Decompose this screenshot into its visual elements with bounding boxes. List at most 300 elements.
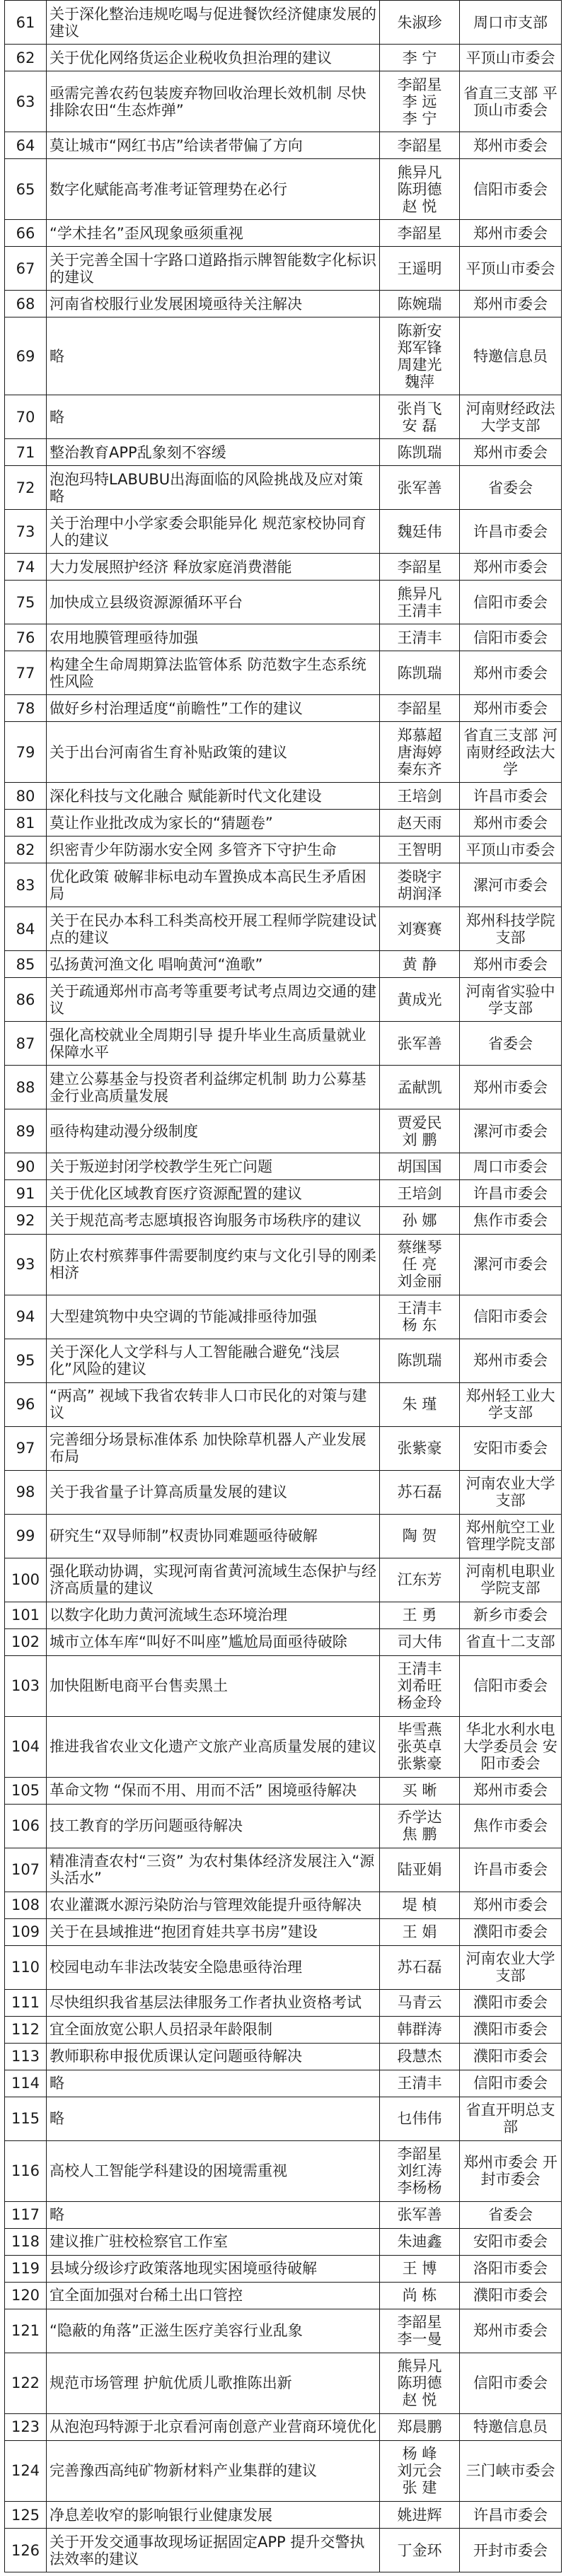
author-names — [380, 2529, 460, 2572]
table-row — [5, 1777, 562, 1804]
table-row — [5, 2097, 562, 2140]
table-row — [5, 1022, 562, 1066]
author-name: 陈玥德 — [397, 2374, 442, 2392]
row-number: 106 — [5, 1804, 47, 1848]
table-row — [5, 1655, 562, 1716]
row-number: 119 — [5, 2255, 47, 2282]
author-name: 赵 悦 — [402, 197, 437, 215]
submitting-unit: 省委会 — [460, 2201, 562, 2228]
row-number: 64 — [5, 132, 47, 159]
author-name: 李杨杨 — [397, 2179, 442, 2197]
author-name: 王清丰 — [397, 602, 442, 619]
proposal-title: 泡泡玛特LABUBU出海面临的风险挑战及应对策略 — [47, 466, 380, 510]
author-name: 李 宁 — [402, 49, 437, 66]
submitting-unit: 郑州市委会 — [460, 1339, 562, 1382]
author-name: 陶 贺 — [402, 1527, 437, 1545]
row-number: 83 — [5, 863, 47, 907]
proposal-title: 规范市场管理 护航优质儿歌推陈出新 — [47, 2353, 380, 2413]
row-number: 68 — [5, 291, 47, 317]
author-name: 黄 静 — [402, 955, 437, 973]
author-name: 王培剑 — [397, 787, 442, 805]
proposal-title: 关于疏通郑州市高考等重要考试考点周边交通的建议 — [47, 978, 380, 1022]
author-names — [380, 2282, 460, 2309]
submitting-unit: 濮阳市委会 — [460, 2016, 562, 2043]
proposal-title: 精准清查农村“三资” 为农村集体经济发展注入“源头活水” — [47, 1848, 380, 1892]
row-number: 91 — [5, 1180, 47, 1207]
proposal-title: 净息差收窄的影响银行业健康发展 — [47, 2502, 380, 2529]
table-row — [5, 71, 562, 132]
author-name: 朱 瑾 — [402, 1396, 437, 1414]
author-names — [380, 1918, 460, 1945]
submitting-unit: 省直三支部 河南财经政法大学 — [460, 722, 562, 783]
row-number: 80 — [5, 783, 47, 810]
submitting-unit: 新乡市委会 — [460, 1602, 562, 1628]
author-name: 魏萍 — [405, 373, 434, 390]
table-row — [5, 1382, 562, 1426]
author-names — [380, 1022, 460, 1066]
row-number: 110 — [5, 1945, 47, 1989]
proposal-title: 关于完善全国十字路口道路指示牌智能数字化标识的建议 — [47, 247, 380, 291]
proposal-title: 关于开发交通事故现场证据固定APP 提升交警执法效率的建议 — [47, 2529, 380, 2572]
row-number: 103 — [5, 1655, 47, 1716]
table-row — [5, 1514, 562, 1558]
submitting-unit: 郑州市委会 — [460, 554, 562, 581]
proposal-title: 强化高校就业全周期引导 提升毕业生高质量就业保障水平 — [47, 1022, 380, 1066]
row-number: 112 — [5, 2016, 47, 2043]
table-row — [5, 1234, 562, 1295]
table-row — [5, 45, 562, 71]
proposal-title: 关于优化区域教育医疗资源配置的建议 — [47, 1180, 380, 1207]
submitting-unit: 漯河市委会 — [460, 1234, 562, 1295]
submitting-unit: 省直三支部 平顶山市委会 — [460, 71, 562, 132]
row-number: 89 — [5, 1109, 47, 1153]
author-name: 熊异凡 — [397, 163, 442, 181]
author-names — [380, 1628, 460, 1655]
table-row — [5, 722, 562, 783]
author-name: 丁金环 — [397, 2541, 442, 2559]
submitting-unit: 漯河市委会 — [460, 1109, 562, 1153]
table-row — [5, 1804, 562, 1848]
author-name: 刘赛赛 — [397, 920, 442, 938]
author-name: 王 娟 — [402, 1923, 437, 1941]
author-name: 孙 娜 — [402, 1211, 437, 1229]
author-names — [380, 783, 460, 810]
author-name: 王 勇 — [402, 1607, 437, 1624]
author-name: 王清丰 — [397, 629, 442, 646]
author-names — [380, 907, 460, 951]
author-name: 刘元会 — [397, 2462, 442, 2480]
table-row — [5, 2282, 562, 2309]
submitting-unit: 郑州市委会 — [460, 132, 562, 159]
row-number: 95 — [5, 1339, 47, 1382]
author-names — [380, 1777, 460, 1804]
proposal-title: 亟待构建动漫分级制度 — [47, 1109, 380, 1153]
author-name: 任 亮 — [402, 1256, 437, 1273]
row-number: 126 — [5, 2529, 47, 2572]
submitting-unit: 郑州市委会 开封市委会 — [460, 2140, 562, 2201]
author-names — [380, 220, 460, 247]
table-row — [5, 1180, 562, 1207]
table-row — [5, 2043, 562, 2070]
author-name: 胡国国 — [397, 1158, 442, 1175]
row-number: 97 — [5, 1426, 47, 1470]
author-name: 张英卓 — [397, 1738, 442, 1756]
author-name: 李韶星 — [397, 136, 442, 154]
author-name: 熊异凡 — [397, 2358, 442, 2375]
table-row — [5, 2255, 562, 2282]
row-number: 94 — [5, 1295, 47, 1339]
row-number: 124 — [5, 2440, 47, 2501]
author-names — [380, 1892, 460, 1918]
row-number: 84 — [5, 907, 47, 951]
row-number: 102 — [5, 1628, 47, 1655]
author-names — [380, 554, 460, 581]
author-name: 赵 悦 — [402, 2391, 437, 2409]
author-names — [380, 978, 460, 1022]
row-number: 74 — [5, 554, 47, 581]
proposal-title: 关于出台河南省生育补贴政策的建议 — [47, 722, 380, 783]
author-name: 王智明 — [397, 841, 442, 858]
table-row — [5, 1945, 562, 1989]
author-name: 陆亚娟 — [397, 1861, 442, 1879]
proposal-title: 尽快组织我省基层法律服务工作者执业资格考试 — [47, 1989, 380, 2016]
row-number: 118 — [5, 2228, 47, 2255]
row-number: 73 — [5, 510, 47, 554]
row-number: 117 — [5, 2201, 47, 2228]
table-row — [5, 2529, 562, 2572]
table-row — [5, 1, 562, 45]
author-name: 王培剑 — [397, 1184, 442, 1202]
submitting-unit: 许昌市委会 — [460, 1848, 562, 1892]
author-name: 王清丰 — [397, 1660, 442, 1678]
author-names — [380, 2502, 460, 2529]
submitting-unit: 濮阳市委会 — [460, 1918, 562, 1945]
table-row — [5, 783, 562, 810]
row-number: 92 — [5, 1207, 47, 1234]
author-name: 张紫豪 — [397, 1440, 442, 1457]
author-names — [380, 1558, 460, 1602]
proposal-title: “学术挂名”歪风现象亟须重视 — [47, 220, 380, 247]
table-row — [5, 624, 562, 651]
author-name: 司大伟 — [397, 1633, 442, 1651]
row-number: 120 — [5, 2282, 47, 2309]
author-name: 蔡继琴 — [397, 1239, 442, 1256]
table-row — [5, 863, 562, 907]
author-names — [380, 291, 460, 317]
author-name: 魏廷伟 — [397, 523, 442, 540]
proposal-title: 加快阻断电商平台售卖黑土 — [47, 1655, 380, 1716]
author-names — [380, 2016, 460, 2043]
row-number: 107 — [5, 1848, 47, 1892]
proposal-title: “隐蔽的角落”正滋生医疗美容行业乱象 — [47, 2309, 380, 2353]
submitting-unit: 信阳市委会 — [460, 1295, 562, 1339]
author-name: 唐海婷 — [397, 743, 442, 761]
author-names — [380, 2255, 460, 2282]
table-row — [5, 810, 562, 837]
row-number: 69 — [5, 317, 47, 395]
author-names — [380, 1945, 460, 1989]
row-number: 75 — [5, 581, 47, 624]
author-names — [380, 1295, 460, 1339]
submitting-unit: 郑州市委会 — [460, 1066, 562, 1109]
author-names — [380, 1109, 460, 1153]
table-row — [5, 1339, 562, 1382]
author-name: 娄晓宇 — [397, 868, 442, 885]
proposal-title: 构建全生命周期算法监管体系 防范数字生态系统性风险 — [47, 651, 380, 695]
table-row — [5, 2440, 562, 2501]
row-number: 93 — [5, 1234, 47, 1295]
author-name: 王遥明 — [397, 260, 442, 277]
table-row — [5, 1628, 562, 1655]
author-name: 张军善 — [397, 2206, 442, 2224]
author-name: 李 远 — [402, 93, 437, 110]
row-number: 87 — [5, 1022, 47, 1066]
row-number: 61 — [5, 1, 47, 45]
author-name: 张军善 — [397, 479, 442, 496]
author-names — [380, 317, 460, 395]
author-name: 张紫豪 — [397, 1755, 442, 1773]
submitting-unit: 郑州航空工业管理学院支部 — [460, 1514, 562, 1558]
table-row — [5, 1558, 562, 1602]
submitting-unit: 信阳市委会 — [460, 581, 562, 624]
author-name: 江东芳 — [397, 1571, 442, 1589]
table-row — [5, 907, 562, 951]
author-names — [380, 951, 460, 978]
table-row — [5, 978, 562, 1022]
proposal-title: 农用地膜管理亟待加强 — [47, 624, 380, 651]
submitting-unit: 省直开明总支部 — [460, 2097, 562, 2140]
author-names — [380, 159, 460, 220]
row-number: 101 — [5, 1602, 47, 1628]
table-row — [5, 2016, 562, 2043]
submitting-unit: 郑州科技学院支部 — [460, 907, 562, 951]
row-number: 62 — [5, 45, 47, 71]
author-name: 郑晨鹏 — [397, 2418, 442, 2436]
submitting-unit: 濮阳市委会 — [460, 2043, 562, 2070]
table-row — [5, 1470, 562, 1514]
author-names — [380, 1426, 460, 1470]
author-names — [380, 1989, 460, 2016]
proposal-title: 关于治理中小学家委会职能异化 规范家校协同育人的建议 — [47, 510, 380, 554]
author-name: 孟献凯 — [397, 1078, 442, 1096]
proposal-title: 完善豫西高纯矿物新材料产业集群的建议 — [47, 2440, 380, 2501]
submitting-unit: 河南农业大学支部 — [460, 1945, 562, 1989]
table-row — [5, 1153, 562, 1180]
author-names — [380, 2353, 460, 2413]
table-row — [5, 1426, 562, 1470]
table-row — [5, 581, 562, 624]
submitting-unit: 郑州市委会 — [460, 651, 562, 695]
author-name: 刘金丽 — [397, 1273, 442, 1290]
row-number: 86 — [5, 978, 47, 1022]
author-names — [380, 722, 460, 783]
row-number: 113 — [5, 2043, 47, 2070]
table-row — [5, 1716, 562, 1777]
table-row — [5, 2502, 562, 2529]
row-number: 66 — [5, 220, 47, 247]
submitting-unit: 安阳市委会 — [460, 2228, 562, 2255]
proposal-title: 关于深化人文学科与人工智能融合避免“浅层化”风险的建议 — [47, 1339, 380, 1382]
author-name: 李韶星 — [397, 558, 442, 576]
row-number: 123 — [5, 2413, 47, 2440]
proposal-title: 略 — [47, 317, 380, 395]
row-number: 122 — [5, 2353, 47, 2413]
author-name: 郑慕超 — [397, 726, 442, 744]
table-row — [5, 951, 562, 978]
author-names — [380, 395, 460, 439]
author-names — [380, 837, 460, 863]
row-number: 108 — [5, 1892, 47, 1918]
proposal-title: 关于优化网络货运企业税收负担治理的建议 — [47, 45, 380, 71]
submitting-unit: 省委会 — [460, 1022, 562, 1066]
author-names — [380, 1716, 460, 1777]
row-number: 85 — [5, 951, 47, 978]
author-names — [380, 1382, 460, 1426]
submitting-unit: 特邀信息员 — [460, 2413, 562, 2440]
submitting-unit: 平顶山市委会 — [460, 45, 562, 71]
proposal-title: 做好乡村治理适度“前瞻性”工作的建议 — [47, 695, 380, 722]
row-number: 114 — [5, 2070, 47, 2097]
row-number: 88 — [5, 1066, 47, 1109]
table-row — [5, 2070, 562, 2097]
proposal-title: 优化政策 破解非标电动车置换成本高民生矛盾困局 — [47, 863, 380, 907]
submitting-unit: 濮阳市委会 — [460, 1989, 562, 2016]
author-name: 张军善 — [397, 1035, 442, 1052]
table-row — [5, 439, 562, 466]
row-number: 99 — [5, 1514, 47, 1558]
submitting-unit: 河南省实验中学支部 — [460, 978, 562, 1022]
table-row — [5, 2353, 562, 2413]
row-number: 98 — [5, 1470, 47, 1514]
author-names — [380, 71, 460, 132]
author-name: 陈凯瑞 — [397, 443, 442, 461]
author-names — [380, 2201, 460, 2228]
author-name: 堤 楨 — [402, 1896, 437, 1914]
submitting-unit: 焦作市委会 — [460, 1804, 562, 1848]
author-name: 周建光 — [397, 356, 442, 373]
author-name: 秦东齐 — [397, 760, 442, 778]
proposal-title: 关于我省量子计算高质量发展的建议 — [47, 1470, 380, 1514]
author-name: 陈凯瑞 — [397, 1352, 442, 1370]
proposal-title: 关于在民办本科工科类高校开展工程师学院建设试点的建议 — [47, 907, 380, 951]
proposal-title: 建议推广驻校检察官工作室 — [47, 2228, 380, 2255]
submitting-unit: 许昌市委会 — [460, 1180, 562, 1207]
table-row — [5, 466, 562, 510]
proposal-title: 深化科技与文化融合 赋能新时代文化建设 — [47, 783, 380, 810]
proposal-title: 关于叛逆封闭学校教学生死亡问题 — [47, 1153, 380, 1180]
author-name: 王 博 — [402, 2260, 437, 2278]
row-number: 96 — [5, 1382, 47, 1426]
table-row — [5, 1848, 562, 1892]
proposal-title: 整治教育APP乱象刻不容缓 — [47, 439, 380, 466]
proposal-title: 关于规范高考志愿填报咨询服务市场秩序的建议 — [47, 1207, 380, 1234]
table-row — [5, 2309, 562, 2353]
submitting-unit: 郑州市委会 — [460, 220, 562, 247]
proposal-title: 建立公募基金与投资者利益绑定机制 助力公募基金行业高质量发展 — [47, 1066, 380, 1109]
row-number: 76 — [5, 624, 47, 651]
table-row — [5, 1602, 562, 1628]
proposal-title: 莫让作业批改成为家长的“猜题卷” — [47, 810, 380, 837]
submitting-unit: 河南机电职业学院支部 — [460, 1558, 562, 1602]
table-row — [5, 220, 562, 247]
table-row — [5, 1066, 562, 1109]
author-name: 李 宁 — [402, 110, 437, 127]
row-number: 79 — [5, 722, 47, 783]
submitting-unit: 省委会 — [460, 466, 562, 510]
author-name: 郑军锋 — [397, 339, 442, 356]
submitting-unit: 洛阳市委会 — [460, 2255, 562, 2282]
author-name: 张 建 — [402, 2479, 437, 2497]
author-names — [380, 1804, 460, 1848]
proposal-title: 数字化赋能高考准考证管理势在必行 — [47, 159, 380, 220]
submitting-unit: 郑州市委会 — [460, 439, 562, 466]
row-number: 78 — [5, 695, 47, 722]
submitting-unit: 郑州市委会 — [460, 291, 562, 317]
author-names — [380, 2309, 460, 2353]
table-row — [5, 2228, 562, 2255]
table-row — [5, 317, 562, 395]
author-name: 毕雪燕 — [397, 1721, 442, 1739]
table-row — [5, 1207, 562, 1234]
author-name: 胡润泽 — [397, 885, 442, 902]
author-names — [380, 863, 460, 907]
submitting-unit: 许昌市委会 — [460, 510, 562, 554]
submitting-unit: 信阳市委会 — [460, 1655, 562, 1716]
author-names — [380, 1470, 460, 1514]
submitting-unit: 三门峡市委会 — [460, 2440, 562, 2501]
author-name: 李韶星 — [397, 224, 442, 242]
row-number: 125 — [5, 2502, 47, 2529]
submitting-unit: 省直十二支部 — [460, 1628, 562, 1655]
author-name: 苏石磊 — [397, 1959, 442, 1976]
author-name: 韩群涛 — [397, 2021, 442, 2039]
author-name: 赵天雨 — [397, 814, 442, 832]
submitting-unit: 焦作市委会 — [460, 1207, 562, 1234]
author-name: 马青云 — [397, 1994, 442, 2012]
proposal-title: 强化联动协调，实现河南省黄河流域生态保护与经济高质量的建议 — [47, 1558, 380, 1602]
proposal-title: 推进我省农业文化遗产文旅产业高质量发展的建议 — [47, 1716, 380, 1777]
submitting-unit: 郑州市委会 — [460, 695, 562, 722]
table-row — [5, 2140, 562, 2201]
proposal-title: 革命文物 “保而不用、用而不活” 困境亟待解决 — [47, 1777, 380, 1804]
author-names — [380, 2043, 460, 2070]
submitting-unit: 郑州市委会 — [460, 810, 562, 837]
table-row — [5, 395, 562, 439]
row-number: 77 — [5, 651, 47, 695]
submitting-unit: 信阳市委会 — [460, 2070, 562, 2097]
table-row — [5, 510, 562, 554]
author-names — [380, 695, 460, 722]
table-row — [5, 1295, 562, 1339]
author-names — [380, 132, 460, 159]
proposal-table-body — [5, 1, 562, 2572]
proposal-title: 河南省校服行业发展困境亟待关注解决 — [47, 291, 380, 317]
row-number: 65 — [5, 159, 47, 220]
submitting-unit: 郑州市委会 — [460, 1777, 562, 1804]
row-number: 100 — [5, 1558, 47, 1602]
proposal-title: 加快成立县级资源源循环平台 — [47, 581, 380, 624]
author-names — [380, 45, 460, 71]
author-name: 杨金玲 — [397, 1694, 442, 1712]
proposal-title: 研究生“双导师制”权责协同难题亟待破解 — [47, 1514, 380, 1558]
proposal-title: 教师职称申报优质课认定问题亟待解决 — [47, 2043, 380, 2070]
author-name: 姚进辉 — [397, 2506, 442, 2524]
proposal-title: 宜全面放宽公职人员招录年龄限制 — [47, 2016, 380, 2043]
author-names — [380, 1602, 460, 1628]
submitting-unit: 信阳市委会 — [460, 624, 562, 651]
author-names — [380, 1339, 460, 1382]
author-name: 陈凯瑞 — [397, 664, 442, 682]
